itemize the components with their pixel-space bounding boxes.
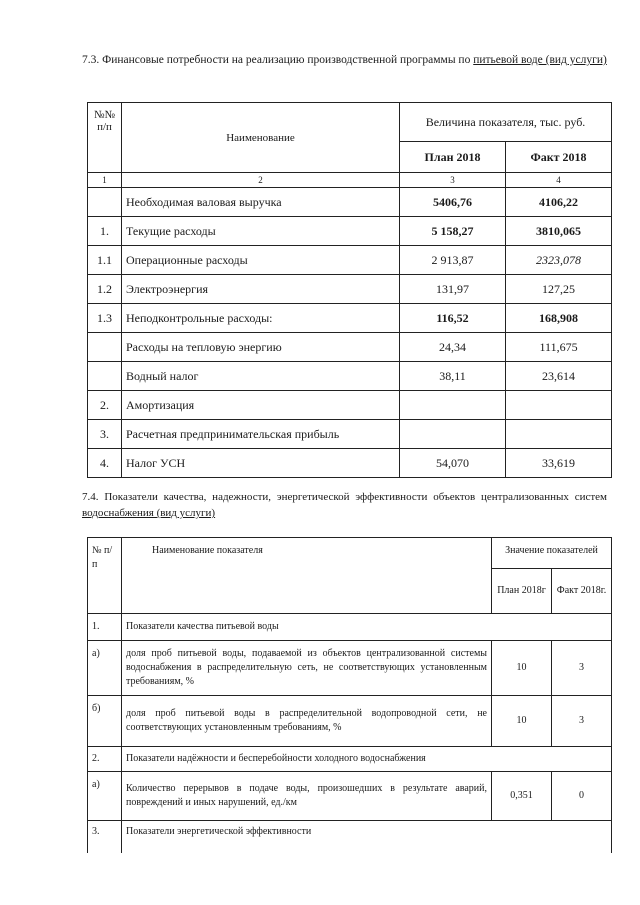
col-number: 1 <box>88 173 122 188</box>
header-value-group: Значение показателей <box>492 538 612 569</box>
row-num: 1. <box>88 217 122 246</box>
row-name: Показатели надёжности и бесперебойности холодного водоснабжения <box>122 747 612 772</box>
row-name: Текущие расходы <box>122 217 400 246</box>
row-fact <box>506 391 612 420</box>
row-fact: 0 <box>552 772 612 821</box>
table-row <box>88 420 612 449</box>
row-name: Электроэнергия <box>122 275 400 304</box>
row-num: а) <box>88 772 122 821</box>
row-plan: 5 158,27 <box>400 217 506 246</box>
row-num <box>88 362 122 391</box>
row-plan: 38,11 <box>400 362 506 391</box>
row-plan: 10 <box>492 696 552 747</box>
header-num: № п/п <box>88 538 122 614</box>
row-fact: 111,675 <box>506 333 612 362</box>
row-fact: 23,614 <box>506 362 612 391</box>
row-plan: 116,52 <box>400 304 506 333</box>
row-num: 3. <box>88 821 122 854</box>
row-fact <box>506 420 612 449</box>
row-num: 2. <box>88 747 122 772</box>
table-row <box>88 747 612 772</box>
table-row <box>88 217 612 246</box>
quality-indicators-table <box>87 537 612 853</box>
row-name: Амортизация <box>122 391 400 420</box>
header-value-group: Величина показателя, тыс. руб. <box>400 103 612 142</box>
table-row <box>88 391 612 420</box>
table-row <box>88 772 612 821</box>
table-row <box>88 304 612 333</box>
row-name: Показатели энергетической эффективности <box>122 821 612 854</box>
row-plan: 131,97 <box>400 275 506 304</box>
row-num: б) <box>88 696 122 747</box>
row-name: Показатели качества питьевой воды <box>122 614 612 641</box>
table-row <box>88 188 612 217</box>
row-plan: 24,34 <box>400 333 506 362</box>
col-number: 3 <box>400 173 506 188</box>
row-fact: 3 <box>552 696 612 747</box>
header-num: №№ п/п <box>88 103 122 173</box>
row-num: 1.1 <box>88 246 122 275</box>
row-name: Неподконтрольные расходы: <box>122 304 400 333</box>
row-plan: 10 <box>492 641 552 696</box>
row-fact: 33,619 <box>506 449 612 478</box>
row-name: доля проб питьевой воды, подаваемой из объектов централизованной системы водоснабжения в распределительную сеть, не соответствующих установленным требованиям, % <box>122 641 492 696</box>
row-name: Операционные расходы <box>122 246 400 275</box>
header-name: Наименование показателя <box>122 538 492 614</box>
table-row <box>88 449 612 478</box>
section2-heading-text: 7.4. Показатели качества, надежности, энергетической эффективности объектов централизованных систем <box>82 491 607 503</box>
row-fact: 2323,078 <box>506 246 612 275</box>
row-plan: 54,070 <box>400 449 506 478</box>
row-plan <box>400 420 506 449</box>
row-num: 2. <box>88 391 122 420</box>
row-num <box>88 333 122 362</box>
col-number: 4 <box>506 173 612 188</box>
row-plan <box>400 391 506 420</box>
row-num: 1. <box>88 614 122 641</box>
col-number: 2 <box>122 173 400 188</box>
row-name: Налог УСН <box>122 449 400 478</box>
row-name: Водный налог <box>122 362 400 391</box>
table-row <box>88 696 612 747</box>
row-num: 1.3 <box>88 304 122 333</box>
row-fact: 3 <box>552 641 612 696</box>
row-name: Количество перерывов в подаче воды, произошедших в результате аварий, повреждений и иных нарушений, ед./км <box>122 772 492 821</box>
row-plan: 2 913,87 <box>400 246 506 275</box>
row-num: а) <box>88 641 122 696</box>
table-row <box>88 614 612 641</box>
section1-heading-underlined: питьевой воде (вид услуги) <box>473 54 607 66</box>
row-plan: 5406,76 <box>400 188 506 217</box>
table-row <box>88 246 612 275</box>
row-name: Расчетная предпринимательская прибыль <box>122 420 400 449</box>
header-plan: План 2018г <box>492 569 552 614</box>
row-name: Расходы на тепловую энергию <box>122 333 400 362</box>
row-fact: 127,25 <box>506 275 612 304</box>
row-num: 4. <box>88 449 122 478</box>
section1-heading-text: 7.3. Финансовые потребности на реализацию производственной программы по <box>82 54 474 66</box>
row-num: 1.2 <box>88 275 122 304</box>
section2-heading-underlined: водоснабжения (вид услуги) <box>82 507 216 519</box>
table-row <box>88 333 612 362</box>
row-num: 3. <box>88 420 122 449</box>
row-num <box>88 188 122 217</box>
table-row <box>88 821 612 854</box>
header-fact: Факт 2018г. <box>552 569 612 614</box>
section1-heading <box>82 52 607 68</box>
financial-needs-table <box>87 102 612 478</box>
row-plan: 0,351 <box>492 772 552 821</box>
row-name: Необходимая валовая выручка <box>122 188 400 217</box>
table-row <box>88 362 612 391</box>
row-name: доля проб питьевой воды в распределительной водопроводной сети, не соответствующих установленным требованиям, % <box>122 696 492 747</box>
table-row <box>88 641 612 696</box>
header-plan: План 2018 <box>400 142 506 173</box>
header-name: Наименование <box>122 103 400 173</box>
row-fact: 4106,22 <box>506 188 612 217</box>
row-fact: 168,908 <box>506 304 612 333</box>
section2-heading <box>82 489 607 521</box>
table-row <box>88 275 612 304</box>
row-fact: 3810,065 <box>506 217 612 246</box>
header-fact: Факт 2018 <box>506 142 612 173</box>
